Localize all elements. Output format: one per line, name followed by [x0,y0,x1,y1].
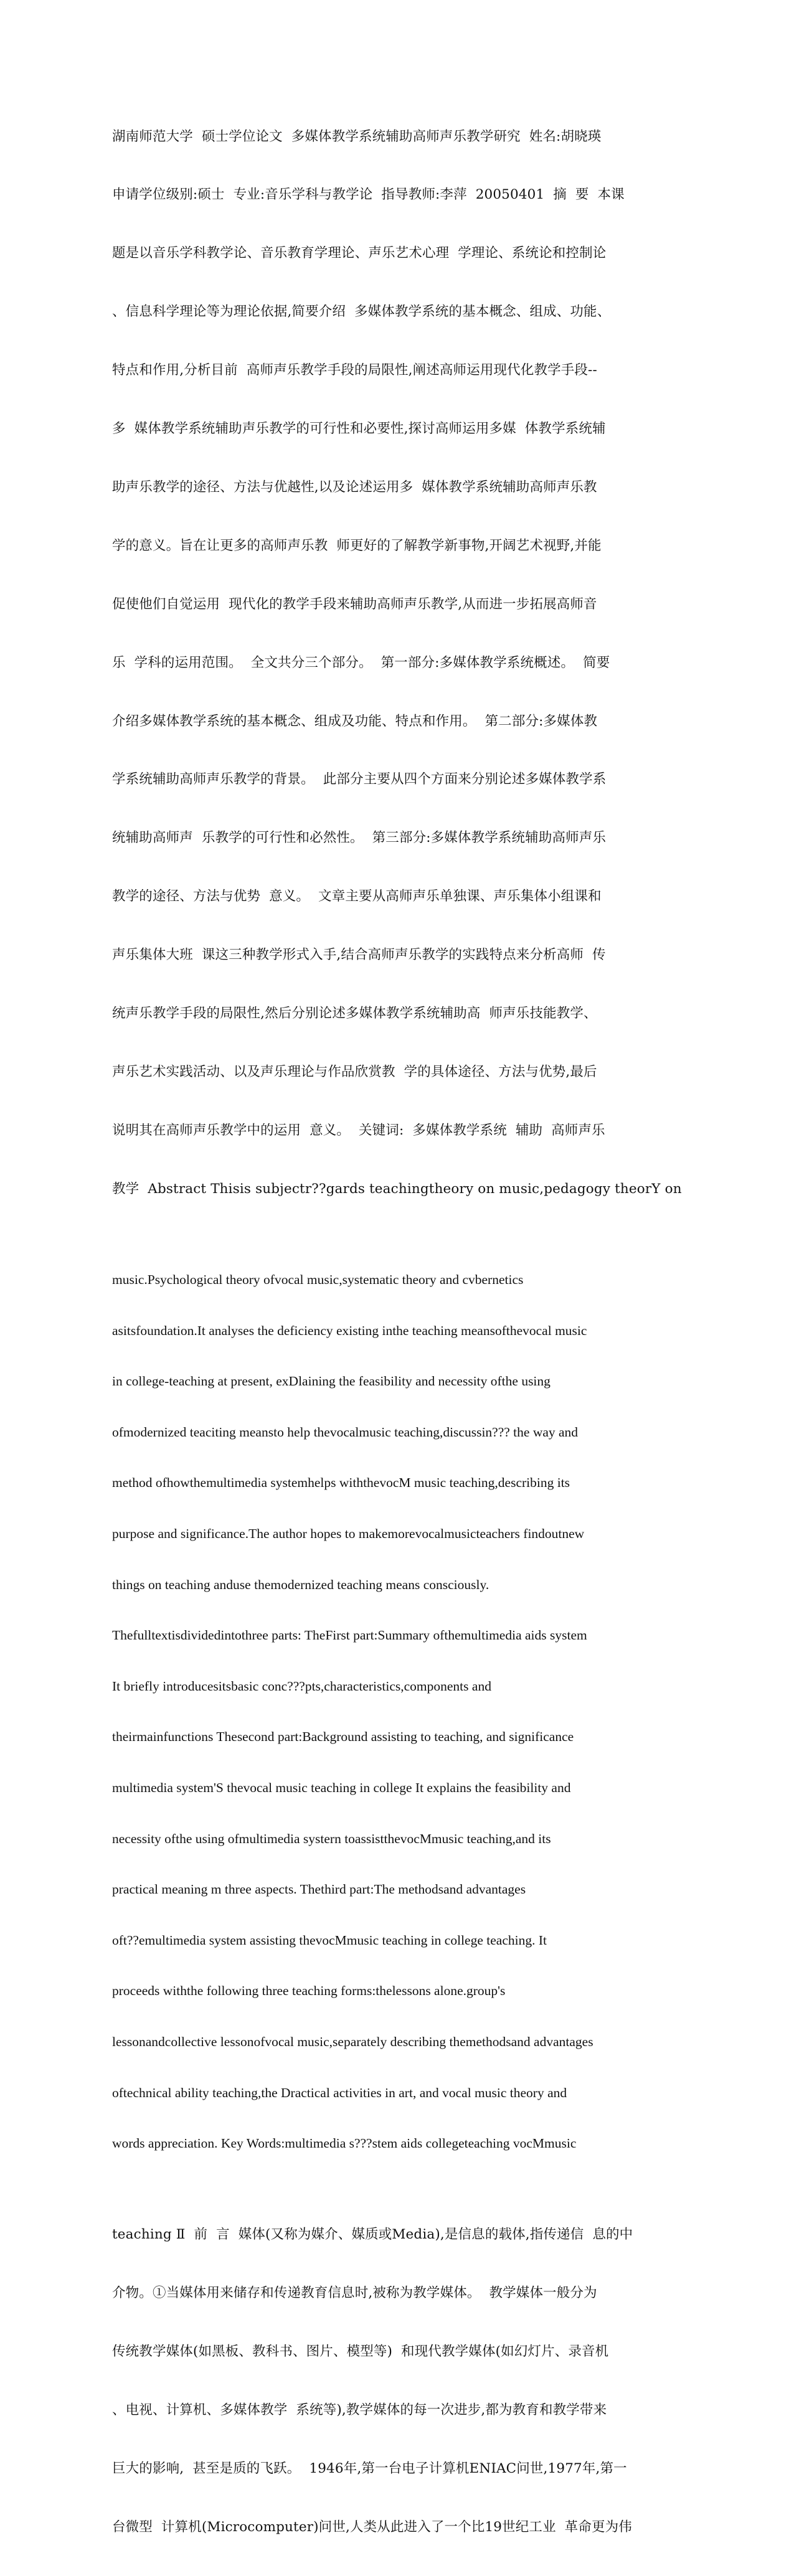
text-line: purpose and significance.The author hopes to makemorevocalmusicteachers findoutnew [112,1526,585,1541]
text-line: ofmodernized teaciting meansto help thevocalmusic teaching,discussin??? the way and [112,1424,579,1440]
text-line: necessity ofthe using ofmultimedia systern toassistthevocMmusic teaching,and its [112,1831,551,1846]
text-line: theirmainfunctions Thesecond part:Background assisting to teaching, and significance [112,1729,574,1745]
text-line: 统声乐教学手段的局限性,然后分别论述多媒体教学系统辅助高 师声乐技能教学、 [112,1005,597,1021]
text-line: 申请学位级别:硕士 专业:音乐学科与教学论 指导教师:李萍 20050401 摘 要 本课 [112,187,625,203]
text-line: 助声乐教学的途径、方法与优越性,以及论述运用多 媒体教学系统辅助高师声乐教 [112,479,597,495]
text-line: teaching Ⅱ 前 言 媒体(又称为媒介、媒质或Media),是信息的载体,指传递信 息的中 [112,2227,633,2243]
text-line: oft??emultimedia system assisting thevocMmusic teaching in college teaching. It [112,1932,547,1948]
text-line: 学的意义。旨在让更多的高师声乐教 师更好的了解教学新事物,开阔艺术视野,并能 [112,537,602,554]
text-line: lessonandcollective lessonofvocal music,separately describing themethodsand advantages [112,2034,593,2050]
text-line: proceeds withthe following three teaching forms:thelessons alone.group's [112,1983,506,1999]
text-line: things on teaching anduse themodernized teaching means consciously. [112,1577,489,1592]
preface-block [112,2186,649,2576]
text-line: 多 媒体教学系统辅助声乐教学的可行性和必要性,探讨高师运用多媒 体教学系统辅 [112,421,606,437]
text-line: 说明其在高师声乐教学中的运用 意义。 关键词: 多媒体教学系统 辅助 高师声乐 [112,1122,605,1138]
text-line: 声乐艺术实践活动、以及声乐理论与作品欣赏教 学的具体途径、方法与优势,最后 [112,1064,597,1080]
text-line: 介物。①当媒体用来储存和传递教育信息时,被称为教学媒体。 教学媒体一般分为 [112,2285,597,2301]
text-line: It briefly introducesitsbasic conc???pts,characteristics,components and [112,1678,491,1694]
text-line: 促使他们自觉运用 现代化的教学手段来辅助高师声乐教学,从而进一步拓展高师音 [112,596,597,612]
text-line: 特点和作用,分析目前 高师声乐教学手段的局限性,阐述高师运用现代化教学手段-- [112,362,597,379]
text-line: Thefulltextisdividedintothree parts: TheFirst part:Summary ofthemultimedia aids system [112,1628,587,1643]
text-line: 教学的途径、方法与优势 意义。 文章主要从高师声乐单独课、声乐集体小组课和 [112,889,602,905]
text-line: 、电视、计算机、多媒体教学 系统等),教学媒体的每一次进步,都为教育和教学带来 [112,2402,607,2418]
document-page [112,88,682,2535]
chinese-abstract-block [112,88,682,1238]
text-line: method ofhowthemultimedia systemhelps withthevocM music teaching,describing its [112,1475,570,1491]
text-line: in college-teaching at present, exDlaining the feasibility and necessity ofthe using [112,1374,551,1389]
text-line: oftechnical ability teaching,the Dractical activities in art, and vocal music theory and [112,2085,567,2100]
text-line: 巨大的影响, 甚至是质的飞跃。 1946年,第一台电子计算机ENIAC问世,1977年,第一 [112,2461,627,2477]
text-line: 教学 Abstract Thisis subjectr??gards teachingtheory on music,pedagogy theorY on [112,1181,682,1197]
english-abstract-block [112,1238,649,2186]
text-line: music.Psychological theory ofvocal music,systematic theory and cvbernetics [112,1271,524,1287]
text-line: 题是以音乐学科教学论、音乐教育学理论、声乐艺术心理 学理论、系统论和控制论 [112,245,607,262]
text-line: 乐 学科的运用范围。 全文共分三个部分。 第一部分:多媒体教学系统概述。 简要 [112,654,610,671]
text-line: 台微型 计算机(Microcomputer)问世,人类从此进入了一个比19世纪工业 革命更为伟 [112,2519,632,2535]
text-line: 学系统辅助高师声乐教学的背景。 此部分主要从四个方面来分别论述多媒体教学系 [112,771,607,788]
text-line: asitsfoundation.It analyses the deficiency existing inthe teaching meansofthevocal music [112,1323,587,1338]
text-line: 声乐集体大班 课这三种教学形式入手,结合高师声乐教学的实践特点来分析高师 传 [112,947,606,963]
text-line: multimedia system'S thevocal music teaching in college It explains the feasibility and [112,1780,571,1796]
text-line: practical meaning m three aspects. Thethird part:The methodsand advantages [112,1882,526,1897]
text-line: 统辅助高师声 乐教学的可行性和必然性。 第三部分:多媒体教学系统辅助高师声乐 [112,830,607,846]
text-line: 传统教学媒体(如黑板、教科书、图片、模型等) 和现代教学媒体(如幻灯片、录音机 [112,2344,609,2360]
text-line: 、信息科学理论等为理论依据,简要介绍 多媒体教学系统的基本概念、组成、功能、 [112,304,611,320]
text-line: words appreciation. Key Words:multimedia s???stem aids collegeteaching vocMmusic [112,2136,577,2151]
text-line: 介绍多媒体教学系统的基本概念、组成及功能、特点和作用。 第二部分:多媒体教 [112,713,598,729]
text-line: 湖南师范大学 硕士学位论文 多媒体教学系统辅助高师声乐教学研究 姓名:胡晓瑛 [112,128,602,144]
